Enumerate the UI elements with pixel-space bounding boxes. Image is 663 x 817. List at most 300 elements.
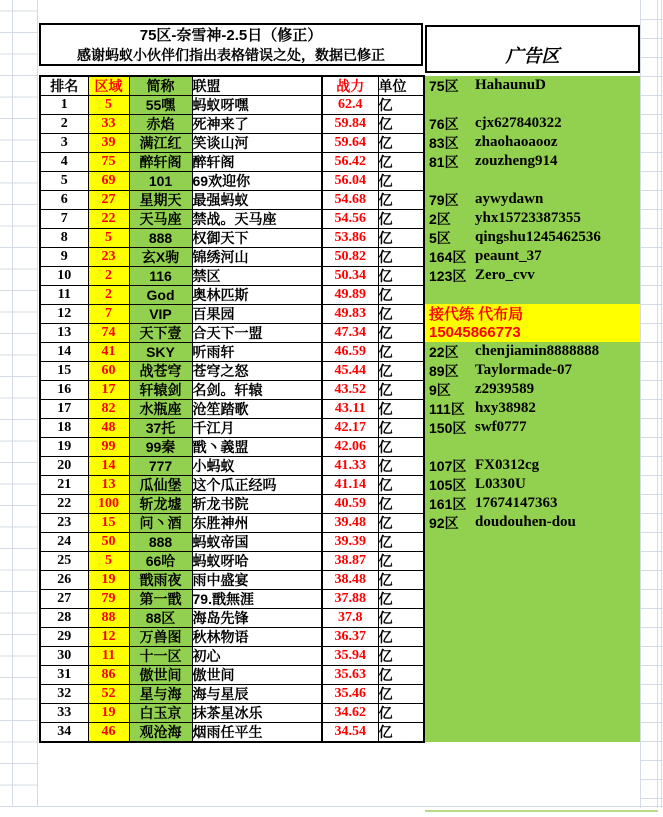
cell-short[interactable]: 轩辕剑 [129, 381, 192, 400]
cell-rank[interactable]: 11 [40, 286, 88, 305]
cell-unit[interactable]: 亿 [378, 666, 424, 685]
table-row [40, 666, 424, 685]
ad-entry-row[interactable] [425, 209, 640, 228]
cell-rank[interactable]: 9 [40, 248, 88, 267]
cell-alliance[interactable]: 蚂蚁呀哈 [192, 552, 322, 571]
cell-alliance[interactable]: 苍穹之怒 [192, 362, 322, 381]
cell-short[interactable]: 玄X驹 [129, 248, 192, 267]
cell-alliance[interactable]: 小蚂蚁 [192, 457, 322, 476]
ad-entry-row[interactable] [425, 456, 640, 475]
cell-unit[interactable]: 亿 [378, 153, 424, 172]
cell-region[interactable]: 69 [88, 172, 129, 191]
cell-short[interactable]: 888 [129, 229, 192, 248]
ad-entry-row[interactable] [425, 513, 640, 532]
cell-alliance[interactable]: 锦绣河山 [192, 248, 322, 267]
cell-region[interactable]: 23 [88, 248, 129, 267]
cell-alliance[interactable]: 69欢迎你 [192, 172, 322, 191]
ad-entry-row[interactable] [425, 228, 640, 247]
cell-rank[interactable]: 24 [40, 533, 88, 552]
cell-rank[interactable]: 28 [40, 609, 88, 628]
cell-region[interactable]: 12 [88, 628, 129, 647]
ad-region-label: 9区 [429, 381, 451, 398]
cell-rank[interactable]: 29 [40, 628, 88, 647]
cell-short[interactable]: 戬雨夜 [129, 571, 192, 590]
cell-power[interactable]: 34.54 [322, 723, 378, 743]
cell-short[interactable]: 白玉京 [129, 704, 192, 723]
cell-alliance[interactable]: 蚂蚁帝国 [192, 533, 322, 552]
table-row [40, 153, 424, 172]
cell-rank[interactable]: 21 [40, 476, 88, 495]
cell-power[interactable]: 39.48 [322, 514, 378, 533]
cell-region[interactable]: 75 [88, 153, 129, 172]
gridlines-right-rows [640, 0, 663, 808]
cell-alliance[interactable]: 蚂蚁呀嘿 [192, 96, 322, 115]
cell-unit[interactable]: 亿 [378, 723, 424, 743]
cell-rank[interactable]: 32 [40, 685, 88, 704]
cell-power[interactable]: 54.68 [322, 191, 378, 210]
table-row [40, 96, 424, 115]
ad-entry-row[interactable] [425, 247, 640, 266]
cell-alliance[interactable]: 雨中盛宴 [192, 571, 322, 590]
cell-alliance[interactable]: 千江月 [192, 419, 322, 438]
cell-region[interactable]: 79 [88, 590, 129, 609]
cell-region[interactable]: 27 [88, 191, 129, 210]
green-cell-edge [425, 810, 658, 812]
gridline-right-col-b [657, 0, 658, 808]
cell-alliance[interactable]: 秋林物语 [192, 628, 322, 647]
cell-region[interactable]: 82 [88, 400, 129, 419]
ad-promo-row[interactable] [425, 323, 640, 342]
cell-alliance[interactable]: 醉轩阁 [192, 153, 322, 172]
cell-short[interactable]: God [129, 286, 192, 305]
table-row [40, 685, 424, 704]
cell-short[interactable]: SKY [129, 343, 192, 362]
ad-username: swf0777 [475, 419, 527, 435]
cell-power[interactable]: 39.39 [322, 533, 378, 552]
table-row [40, 191, 424, 210]
cell-power[interactable]: 53.86 [322, 229, 378, 248]
cell-short[interactable]: 满江红 [129, 134, 192, 153]
cell-short[interactable]: 斩龙墟 [129, 495, 192, 514]
title-box [39, 23, 423, 66]
ad-header-title: 广告区 [505, 46, 560, 66]
ad-region-label: 92区 [429, 514, 459, 531]
page-subtitle: 感谢蚂蚁小伙伴们指出表格错误之处，数据已修正 [77, 46, 385, 63]
cell-unit[interactable]: 亿 [378, 286, 424, 305]
ad-region-label: 123区 [429, 267, 467, 284]
cell-short[interactable]: 101 [129, 172, 192, 191]
cell-rank[interactable]: 18 [40, 419, 88, 438]
table-row [40, 438, 424, 457]
table-row [40, 590, 424, 609]
cell-power[interactable]: 40.59 [322, 495, 378, 514]
ad-username: zhaohaoaooz [475, 134, 558, 150]
cell-short[interactable]: VIP [129, 305, 192, 324]
table-row [40, 514, 424, 533]
cell-region[interactable]: 50 [88, 533, 129, 552]
gridline-left-col-b [37, 0, 38, 807]
cell-rank[interactable]: 26 [40, 571, 88, 590]
cell-region[interactable]: 2 [88, 267, 129, 286]
cell-region[interactable]: 41 [88, 343, 129, 362]
column-header-power[interactable]: 战力 [322, 76, 378, 96]
cell-unit[interactable]: 亿 [378, 115, 424, 134]
ad-username: yhx15723387355 [475, 210, 581, 226]
cell-unit[interactable]: 亿 [378, 552, 424, 571]
cell-power[interactable]: 45.44 [322, 362, 378, 381]
cell-region[interactable]: 88 [88, 609, 129, 628]
cell-unit[interactable]: 亿 [378, 419, 424, 438]
cell-alliance[interactable]: 听雨轩 [192, 343, 322, 362]
cell-unit[interactable]: 亿 [378, 324, 424, 343]
cell-unit[interactable]: 亿 [378, 400, 424, 419]
cell-unit[interactable]: 亿 [378, 609, 424, 628]
cell-power[interactable]: 46.59 [322, 343, 378, 362]
cell-region[interactable]: 39 [88, 134, 129, 153]
table-row [40, 343, 424, 362]
table-row [40, 210, 424, 229]
cell-alliance[interactable]: 海岛先锋 [192, 609, 322, 628]
cell-power[interactable]: 35.46 [322, 685, 378, 704]
cell-region[interactable]: 52 [88, 685, 129, 704]
table-row [40, 552, 424, 571]
cell-alliance[interactable]: 合天下一盟 [192, 324, 322, 343]
cell-rank[interactable]: 3 [40, 134, 88, 153]
gridline-right-col-c [661, 0, 662, 808]
ad-entry-row[interactable] [425, 399, 640, 418]
cell-rank[interactable]: 10 [40, 267, 88, 286]
cell-power[interactable]: 35.63 [322, 666, 378, 685]
cell-rank[interactable]: 15 [40, 362, 88, 381]
cell-power[interactable]: 54.56 [322, 210, 378, 229]
cell-region[interactable]: 33 [88, 115, 129, 134]
cell-rank[interactable]: 12 [40, 305, 88, 324]
cell-region[interactable]: 15 [88, 514, 129, 533]
cell-short[interactable]: 55嘿 [129, 96, 192, 115]
cell-alliance[interactable]: 笑谈山河 [192, 134, 322, 153]
cell-region[interactable]: 100 [88, 495, 129, 514]
cell-region[interactable]: 99 [88, 438, 129, 457]
cell-region[interactable]: 74 [88, 324, 129, 343]
ad-entry-row[interactable] [425, 76, 640, 95]
cell-unit[interactable]: 亿 [378, 704, 424, 723]
cell-short[interactable]: 赤焰 [129, 115, 192, 134]
cell-unit[interactable]: 亿 [378, 362, 424, 381]
table-row [40, 248, 424, 267]
cell-unit[interactable]: 亿 [378, 96, 424, 115]
cell-power[interactable]: 36.37 [322, 628, 378, 647]
cell-short[interactable]: 瓜仙堡 [129, 476, 192, 495]
cell-region[interactable]: 2 [88, 286, 129, 305]
cell-alliance[interactable]: 海与星辰 [192, 685, 322, 704]
cell-unit[interactable]: 亿 [378, 191, 424, 210]
cell-unit[interactable]: 亿 [378, 685, 424, 704]
cell-power[interactable]: 37.8 [322, 609, 378, 628]
table-row [40, 457, 424, 476]
column-header-unit[interactable]: 单位 [378, 76, 424, 96]
cell-power[interactable]: 35.94 [322, 647, 378, 666]
cell-short[interactable]: 第一戬 [129, 590, 192, 609]
cell-power[interactable]: 49.89 [322, 286, 378, 305]
cell-rank[interactable]: 5 [40, 172, 88, 191]
cell-rank[interactable]: 4 [40, 153, 88, 172]
cell-short[interactable]: 66哈 [129, 552, 192, 571]
cell-power[interactable]: 42.17 [322, 419, 378, 438]
cell-unit[interactable]: 亿 [378, 381, 424, 400]
cell-alliance[interactable]: 最强蚂蚁 [192, 191, 322, 210]
cell-power[interactable]: 43.11 [322, 400, 378, 419]
ad-entry-row[interactable] [425, 152, 640, 171]
ad-region-label: 79区 [429, 191, 459, 208]
cell-alliance[interactable]: 79.戬無涯 [192, 590, 322, 609]
cell-unit[interactable]: 亿 [378, 590, 424, 609]
ranking-table [39, 75, 425, 743]
table-row [40, 400, 424, 419]
cell-rank[interactable]: 1 [40, 96, 88, 115]
cell-short[interactable]: 醉轩阁 [129, 153, 192, 172]
cell-power[interactable]: 34.62 [322, 704, 378, 723]
cell-rank[interactable]: 16 [40, 381, 88, 400]
table-row [40, 647, 424, 666]
cell-power[interactable]: 50.82 [322, 248, 378, 267]
column-header-rank[interactable]: 排名 [40, 76, 88, 96]
column-header-alliance[interactable]: 联盟 [192, 76, 322, 96]
cell-region[interactable]: 5 [88, 229, 129, 248]
cell-short[interactable]: 37托 [129, 419, 192, 438]
table-row [40, 495, 424, 514]
ad-region-label: 161区 [429, 495, 467, 512]
ad-entry-row[interactable] [425, 361, 640, 380]
cell-unit[interactable]: 亿 [378, 514, 424, 533]
cell-rank[interactable]: 14 [40, 343, 88, 362]
ad-entry-row[interactable] [425, 266, 640, 285]
cell-unit[interactable]: 亿 [378, 647, 424, 666]
ad-region-label: 150区 [429, 419, 467, 436]
cell-region[interactable]: 48 [88, 419, 129, 438]
cell-power[interactable]: 56.04 [322, 172, 378, 191]
ad-region-label: 111区 [429, 400, 465, 417]
ad-entry-row[interactable] [425, 133, 640, 152]
cell-short[interactable]: 星与海 [129, 685, 192, 704]
cell-alliance[interactable]: 戬丶義盟 [192, 438, 322, 457]
cell-alliance[interactable]: 权御天下 [192, 229, 322, 248]
cell-alliance[interactable]: 这个瓜正经吗 [192, 476, 322, 495]
ad-username: z2939589 [475, 381, 535, 397]
cell-short[interactable]: 888 [129, 533, 192, 552]
table-row [40, 609, 424, 628]
cell-rank[interactable]: 13 [40, 324, 88, 343]
table-row [40, 419, 424, 438]
cell-power[interactable]: 62.4 [322, 96, 378, 115]
cell-power[interactable]: 42.06 [322, 438, 378, 457]
cell-region[interactable]: 5 [88, 552, 129, 571]
cell-alliance[interactable]: 初心 [192, 647, 322, 666]
cell-short[interactable]: 观沧海 [129, 723, 192, 743]
gridline-left-col-a [12, 0, 13, 807]
cell-power[interactable]: 59.64 [322, 134, 378, 153]
cell-short[interactable]: 水瓶座 [129, 400, 192, 419]
cell-short[interactable]: 99秦 [129, 438, 192, 457]
ad-entry-row[interactable] [425, 190, 640, 209]
table-row [40, 476, 424, 495]
cell-power[interactable]: 59.84 [322, 115, 378, 134]
cell-region[interactable]: 22 [88, 210, 129, 229]
cell-alliance[interactable]: 名剑。轩辕 [192, 381, 322, 400]
ad-entry-row[interactable] [425, 418, 640, 437]
table-row [40, 533, 424, 552]
ad-header-box [425, 25, 640, 73]
cell-unit[interactable]: 亿 [378, 495, 424, 514]
cell-alliance[interactable]: 东胜神州 [192, 514, 322, 533]
ad-username: aywydawn [475, 191, 544, 207]
cell-region[interactable]: 13 [88, 476, 129, 495]
cell-region[interactable]: 17 [88, 381, 129, 400]
cell-rank[interactable]: 20 [40, 457, 88, 476]
ad-username: FX0312cg [475, 457, 540, 473]
ad-region-label: 22区 [429, 343, 459, 360]
cell-short[interactable]: 777 [129, 457, 192, 476]
cell-rank[interactable]: 19 [40, 438, 88, 457]
cell-unit[interactable]: 亿 [378, 571, 424, 590]
cell-alliance[interactable]: 傲世间 [192, 666, 322, 685]
cell-alliance[interactable]: 禁区 [192, 267, 322, 286]
table-row [40, 305, 424, 324]
cell-short[interactable]: 88区 [129, 609, 192, 628]
cell-rank[interactable]: 34 [40, 723, 88, 743]
cell-rank[interactable]: 25 [40, 552, 88, 571]
cell-rank[interactable]: 27 [40, 590, 88, 609]
table-row [40, 628, 424, 647]
cell-unit[interactable]: 亿 [378, 533, 424, 552]
cell-rank[interactable]: 30 [40, 647, 88, 666]
cell-short[interactable]: 万兽图 [129, 628, 192, 647]
gridline-right-col-a [640, 0, 641, 808]
cell-region[interactable]: 11 [88, 647, 129, 666]
cell-region[interactable]: 14 [88, 457, 129, 476]
cell-rank[interactable]: 23 [40, 514, 88, 533]
cell-short[interactable]: 116 [129, 267, 192, 286]
cell-unit[interactable]: 亿 [378, 267, 424, 286]
cell-short[interactable]: 战苍穹 [129, 362, 192, 381]
cell-short[interactable]: 星期天 [129, 191, 192, 210]
cell-region[interactable]: 46 [88, 723, 129, 743]
ad-promo-row[interactable] [425, 304, 640, 323]
cell-power[interactable]: 56.42 [322, 153, 378, 172]
ad-region-label: 89区 [429, 362, 459, 379]
table-row [40, 115, 424, 134]
cell-power[interactable]: 50.34 [322, 267, 378, 286]
cell-alliance[interactable]: 禁战。天马座 [192, 210, 322, 229]
ad-blank-row [425, 285, 640, 304]
cell-region[interactable]: 60 [88, 362, 129, 381]
cell-alliance[interactable]: 死神来了 [192, 115, 322, 134]
cell-rank[interactable]: 6 [40, 191, 88, 210]
ad-region-label: 81区 [429, 153, 459, 170]
ad-username: cjx627840322 [475, 115, 562, 131]
table-row [40, 267, 424, 286]
ad-username: chenjiamin8888888 [475, 343, 600, 359]
table-row [40, 286, 424, 305]
table-row [40, 324, 424, 343]
cell-region[interactable]: 19 [88, 571, 129, 590]
ad-promo-text: 15045866773 [429, 324, 521, 341]
cell-alliance[interactable]: 奥林匹斯 [192, 286, 322, 305]
ad-entry-row[interactable] [425, 475, 640, 494]
cell-alliance[interactable]: 斩龙书院 [192, 495, 322, 514]
cell-region[interactable]: 86 [88, 666, 129, 685]
column-header-region[interactable]: 区域 [88, 76, 129, 96]
cell-power[interactable]: 37.88 [322, 590, 378, 609]
cell-region[interactable]: 19 [88, 704, 129, 723]
cell-power[interactable]: 47.34 [322, 324, 378, 343]
cell-power[interactable]: 38.87 [322, 552, 378, 571]
ad-username: doudouhen-dou [475, 514, 576, 530]
cell-short[interactable]: 十一区 [129, 647, 192, 666]
cell-alliance[interactable]: 烟雨任平生 [192, 723, 322, 743]
cell-unit[interactable]: 亿 [378, 438, 424, 457]
cell-short[interactable]: 天下壹 [129, 324, 192, 343]
cell-unit[interactable]: 亿 [378, 476, 424, 495]
ad-entry-row[interactable] [425, 342, 640, 361]
gridline-bottom [0, 806, 663, 807]
ad-username: hxy38982 [475, 400, 536, 416]
cell-rank[interactable]: 22 [40, 495, 88, 514]
cell-unit[interactable]: 亿 [378, 248, 424, 267]
ad-area [425, 76, 640, 742]
cell-power[interactable]: 41.33 [322, 457, 378, 476]
cell-unit[interactable]: 亿 [378, 343, 424, 362]
cell-alliance[interactable]: 沧笙踏歌 [192, 400, 322, 419]
cell-unit[interactable]: 亿 [378, 628, 424, 647]
cell-power[interactable]: 49.83 [322, 305, 378, 324]
cell-alliance[interactable]: 百果园 [192, 305, 322, 324]
cell-unit[interactable]: 亿 [378, 134, 424, 153]
cell-rank[interactable]: 33 [40, 704, 88, 723]
cell-region[interactable]: 7 [88, 305, 129, 324]
cell-short[interactable]: 天马座 [129, 210, 192, 229]
cell-power[interactable]: 41.14 [322, 476, 378, 495]
ad-region-label: 105区 [429, 476, 467, 493]
cell-power[interactable]: 38.48 [322, 571, 378, 590]
ad-entry-row[interactable] [425, 380, 640, 399]
ad-entry-row[interactable] [425, 494, 640, 513]
cell-unit[interactable]: 亿 [378, 229, 424, 248]
cell-region[interactable]: 5 [88, 96, 129, 115]
cell-rank[interactable]: 8 [40, 229, 88, 248]
cell-rank[interactable]: 31 [40, 666, 88, 685]
column-header-short[interactable]: 简称 [129, 76, 192, 96]
cell-rank[interactable]: 7 [40, 210, 88, 229]
ad-username: L0330U [475, 476, 526, 492]
page-title: 75区-奈雪神-2.5日（修正） [139, 26, 323, 44]
cell-rank[interactable]: 17 [40, 400, 88, 419]
ad-region-label: 83区 [429, 134, 459, 151]
cell-short[interactable]: 问丶酒 [129, 514, 192, 533]
ad-entry-row[interactable] [425, 114, 640, 133]
cell-unit[interactable]: 亿 [378, 305, 424, 324]
table-row [40, 704, 424, 723]
ad-username: Zero_cvv [475, 267, 535, 283]
cell-unit[interactable]: 亿 [378, 457, 424, 476]
cell-short[interactable]: 傲世间 [129, 666, 192, 685]
cell-power[interactable]: 43.52 [322, 381, 378, 400]
cell-unit[interactable]: 亿 [378, 172, 424, 191]
cell-rank[interactable]: 2 [40, 115, 88, 134]
cell-unit[interactable]: 亿 [378, 210, 424, 229]
ad-region-label: 107区 [429, 457, 467, 474]
ad-username: Taylormade-07 [475, 362, 572, 378]
cell-alliance[interactable]: 抹茶星冰乐 [192, 704, 322, 723]
